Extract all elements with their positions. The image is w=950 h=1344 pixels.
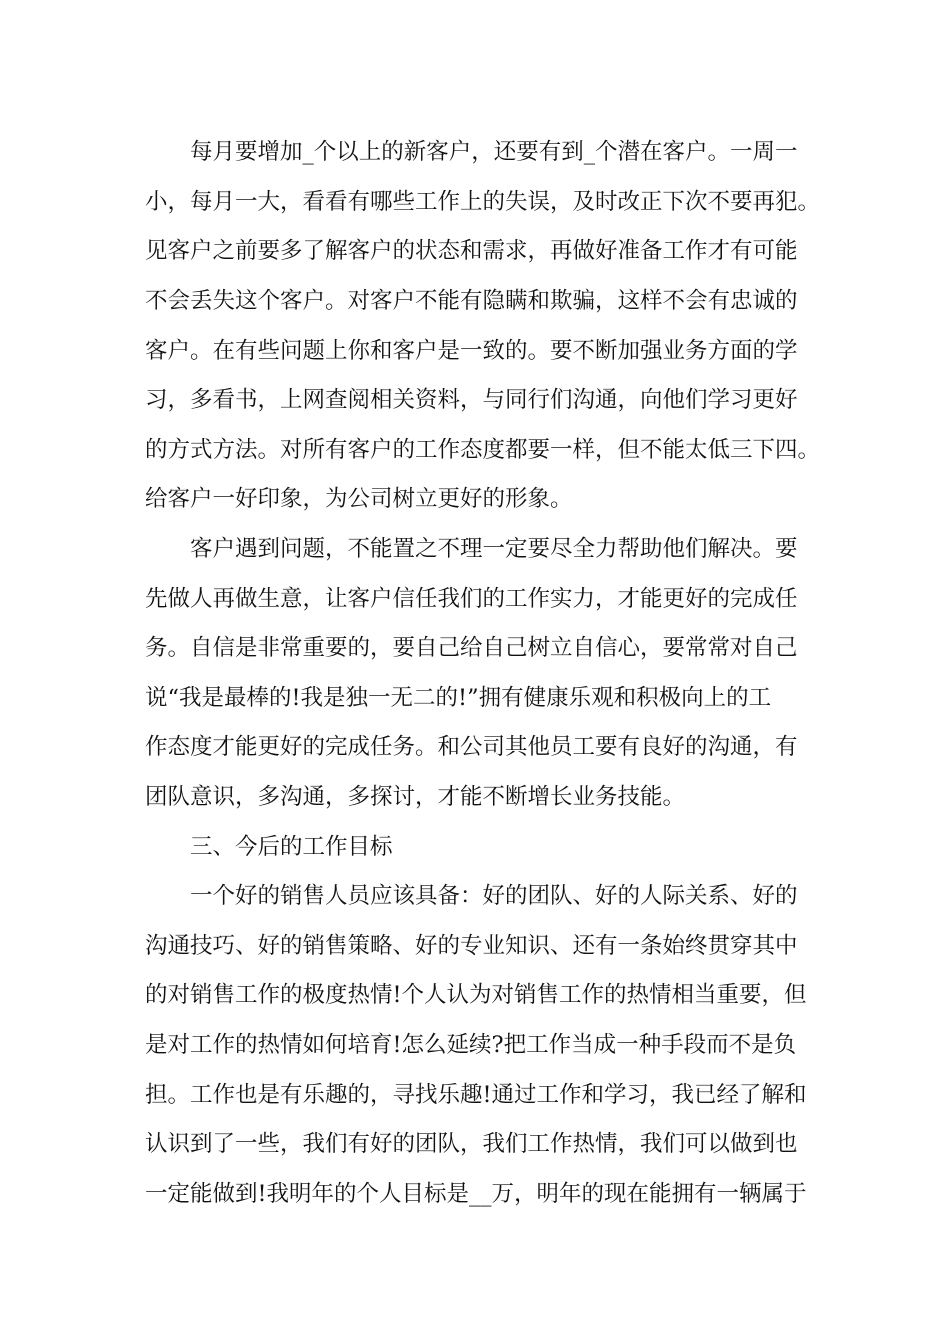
text-line: 给客户一好印象，为公司树立更好的形象。 — [145, 486, 573, 512]
text-line: 每月要增加_个以上的新客户，还要有到_个潜在客户。一周一 — [190, 139, 798, 165]
text-line: 说“我是最棒的!我是独一无二的!”拥有健康乐观和积极向上的工 — [145, 685, 772, 711]
text-line: 是对工作的热情如何培育!怎么延续?把工作当成一种手段而不是负 — [145, 1032, 797, 1058]
text-line: 的方式方法。对所有客户的工作态度都要一样，但不能太低三下四。 — [145, 437, 821, 463]
text-line: 不会丢失这个客户。对客户不能有隐瞒和欺骗，这样不会有忠诚的 — [145, 288, 798, 314]
text-line: 的对销售工作的极度热情!个人认为对销售工作的热情相当重要，但 — [145, 982, 807, 1008]
text-line: 一个好的销售人员应该具备：好的团队、好的人际关系、好的 — [190, 883, 798, 909]
text-line: 作态度才能更好的完成任务。和公司其他员工要有良好的沟通，有 — [145, 734, 798, 760]
text-line: 见客户之前要多了解客户的状态和需求，再做好准备工作才有可能 — [145, 238, 798, 264]
text-line: 客户。在有些问题上你和客户是一致的。要不断加强业务方面的学 — [145, 338, 798, 364]
section-heading: 三、今后的工作目标 — [190, 834, 393, 860]
text-line: 一定能做到!我明年的个人目标是__万，明年的现在能拥有一辆属于 — [145, 1181, 807, 1207]
text-line: 担。工作也是有乐趣的，寻找乐趣!通过工作和学习，我已经了解和 — [145, 1082, 807, 1108]
text-line: 客户遇到问题，不能置之不理一定要尽全力帮助他们解决。要 — [190, 536, 798, 562]
text-line: 小，每月一大，看看有哪些工作上的失误，及时改正下次不要再犯。 — [145, 189, 821, 215]
text-line: 团队意识，多沟通，多探讨，才能不断增长业务技能。 — [145, 784, 686, 810]
text-line: 务。自信是非常重要的，要自己给自己树立自信心，要常常对自己 — [145, 635, 798, 661]
text-line: 习，多看书，上网查阅相关资料，与同行们沟通，向他们学习更好 — [145, 387, 798, 413]
text-line: 沟通技巧、好的销售策略、好的专业知识、还有一条始终贯穿其中 — [145, 933, 798, 959]
text-line: 认识到了一些，我们有好的团队，我们工作热情，我们可以做到也 — [145, 1131, 798, 1157]
text-line: 先做人再做生意，让客户信任我们的工作实力，才能更好的完成任 — [145, 586, 798, 612]
